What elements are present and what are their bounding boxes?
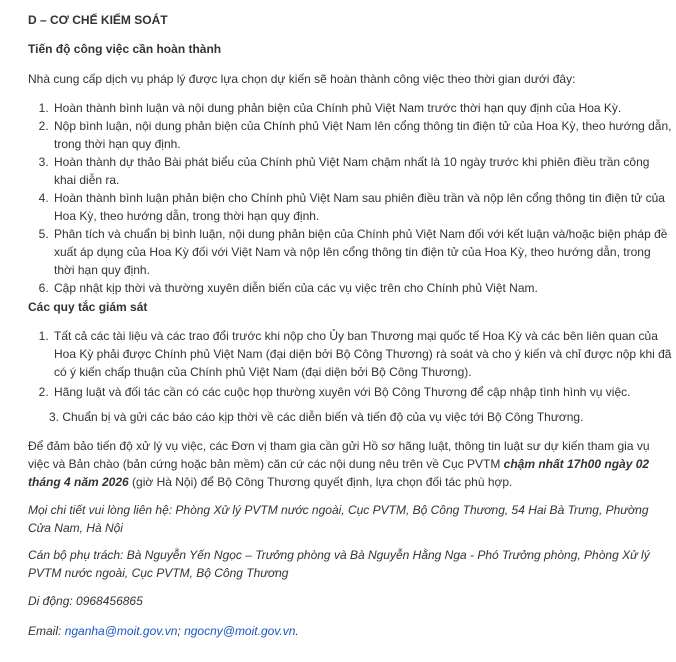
progress-heading: Tiến độ công việc cần hoàn thành bbox=[28, 42, 222, 56]
list-item: 1. Tất cả các tài liệu và các trao đổi trước khi nộp cho Ủy ban Thương mại quốc tế Hoa Kỳ và các bên liên quan của Hoa Kỳ phải được Chính phủ Việt Nam (đại diện bởi Bộ Công Thương) rà soát và cho ý kiến và chỉ được nộp khi đã có ý kiến chấp thuận của Chính phủ Việt Nam (đại diện bởi Bộ Công Thương). bbox=[52, 327, 674, 381]
email-link-ngocny[interactable]: ngocny@moit.gov.vn bbox=[184, 624, 296, 638]
email-link-nganha[interactable]: nganha@moit.gov.vn bbox=[64, 624, 178, 638]
email-end: . bbox=[295, 624, 299, 638]
email-separator: ; bbox=[177, 624, 185, 638]
progress-intro: Nhà cung cấp dịch vụ pháp lý được lựa chọn dự kiến sẽ hoàn thành công việc theo thời gian dưới đây: bbox=[28, 72, 576, 86]
list-item: 2. Nộp bình luận, nội dung phản biện của Chính phủ Việt Nam lên cổng thông tin điện tử của Hoa Kỳ, theo hướng dẫn, trong thời hạn quy định. bbox=[52, 117, 674, 153]
supervision-heading: Các quy tắc giám sát bbox=[28, 300, 148, 314]
list-item: 5. Phân tích và chuẩn bị bình luận, nội dung phản biện của Chính phủ Việt Nam đối với kết luận và/hoặc biện pháp đề xuất áp dụng của Hoa Kỳ đối với Việt Nam và nộp lên cổng thông tin điện tử của Hoa Kỳ, theo hướng dẫn, trong thời hạn quy định. bbox=[52, 225, 674, 279]
list-item: 6. Cập nhật kịp thời và thường xuyên diễn biến của các vụ việc trên cho Chính phủ Việt Nam. bbox=[52, 279, 674, 297]
list-item: 1. Hoàn thành bình luận và nội dung phản biện của Chính phủ Việt Nam trước thời hạn quy định của Hoa Kỳ. bbox=[52, 99, 674, 117]
contact-officers: Cán bộ phụ trách: Bà Nguyễn Yến Ngọc – Trưởng phòng và Bà Nguyễn Hằng Nga - Phó Trưởng phòng, Phòng Xử lý PVTM nước ngoài, Cục PVTM, Bộ Công Thương bbox=[28, 548, 650, 580]
deadline-text: Để đảm bảo tiến độ xử lý vụ việc, các Đơn vị tham gia cần gửi Hồ sơ hãng luật, thông tin luật sư dự kiến tham gia vụ việc và Bản chào (bản cứng hoặc bản mềm) căn cứ các nội dung nêu trên về Cục PVTM bbox=[28, 439, 650, 471]
list-item: 3. Hoàn thành dự thảo Bài phát biểu của Chính phủ Việt Nam chậm nhất là 10 ngày trước khi phiên điều trần công khai diễn ra. bbox=[52, 153, 674, 189]
progress-list bbox=[28, 99, 674, 297]
deadline-paragraph bbox=[28, 437, 654, 491]
list-item: 4. Hoàn thành bình luận phản biện cho Chính phủ Việt Nam sau phiên điều trần và nộp lên cổng thông tin điện tử của Hoa Kỳ, theo hướng dẫn, trong thời hạn quy định. bbox=[52, 189, 674, 225]
deadline-emphasis: chậm nhất 17h00 ngày 02 tháng 4 năm 2026 bbox=[28, 457, 650, 489]
section-title: D – CƠ CHẾ KIỂM SOÁT bbox=[28, 13, 168, 27]
list-item: 2. Hãng luật và đối tác cần có các cuộc họp thường xuyên với Bộ Công Thương để cập nhập tình hình vụ việc. bbox=[52, 383, 674, 401]
supervision-list bbox=[28, 327, 674, 401]
deadline-text-end: (giờ Hà Nội) để Bộ Công Thương quyết định, lựa chọn đối tác phù hợp. bbox=[128, 475, 513, 489]
supervision-item-3: 3. Chuẩn bị và gửi các báo cáo kịp thời về các diễn biến và tiến độ của vụ việc tới Bộ Công Thương. bbox=[49, 410, 584, 424]
contact-details: Mọi chi tiết vui lòng liên hệ: Phòng Xử lý PVTM nước ngoài, Cục PVTM, Bộ Công Thương, 54 Hai Bà Trưng, Phường Cửa Nam, Hà Nội bbox=[28, 503, 649, 535]
contact-phone: Di động: 0968456865 bbox=[28, 594, 143, 608]
email-label: Email: bbox=[28, 624, 65, 638]
contact-email bbox=[28, 622, 654, 640]
